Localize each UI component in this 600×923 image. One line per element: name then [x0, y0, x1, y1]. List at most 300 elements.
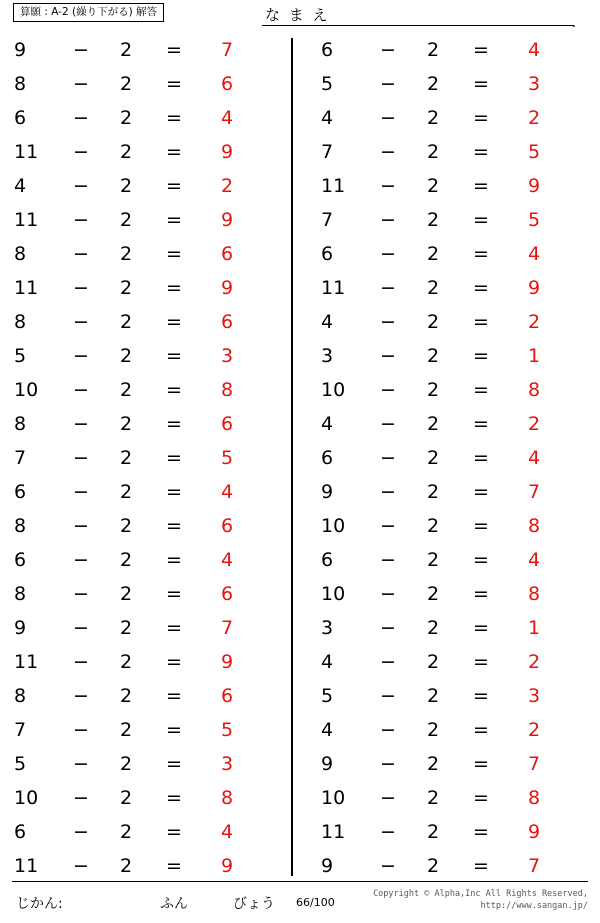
answer-value: 8 — [527, 515, 541, 537]
answer-value: 6 — [220, 73, 234, 95]
operand-first: 9 — [321, 753, 334, 775]
operand-first: 8 — [14, 73, 27, 95]
operand-first: 11 — [321, 175, 346, 197]
operand-second: 2 — [426, 583, 440, 605]
operand-first: 5 — [321, 685, 334, 707]
answer-value: 2 — [527, 311, 541, 333]
equals-icon: = — [166, 481, 182, 503]
minus-icon: − — [73, 243, 89, 265]
answer-value: 9 — [220, 209, 234, 231]
minus-icon: − — [380, 719, 396, 741]
answer-value: 4 — [527, 243, 541, 265]
minus-icon: − — [73, 617, 89, 639]
problem-row — [315, 305, 600, 339]
minus-icon: − — [73, 821, 89, 843]
answer-value: 7 — [527, 481, 541, 503]
operand-first: 6 — [321, 447, 334, 469]
problem-row — [8, 339, 293, 373]
minus-icon: − — [380, 107, 396, 129]
minus-icon: − — [380, 617, 396, 639]
minus-icon: − — [380, 855, 396, 877]
equals-icon: = — [166, 821, 182, 843]
equals-icon: = — [473, 39, 489, 61]
operand-first: 11 — [14, 209, 39, 231]
problem-row — [8, 67, 293, 101]
answer-value: 7 — [220, 39, 234, 61]
answer-value: 4 — [220, 107, 234, 129]
answer-value: 4 — [220, 549, 234, 571]
answer-value: 7 — [527, 753, 541, 775]
operand-first: 6 — [14, 481, 27, 503]
operand-first: 6 — [321, 243, 334, 265]
minus-icon: − — [380, 821, 396, 843]
minus-icon: − — [73, 787, 89, 809]
problem-row — [315, 713, 600, 747]
operand-second: 2 — [426, 549, 440, 571]
operand-first: 4 — [321, 107, 334, 129]
problem-row — [8, 543, 293, 577]
equals-icon: = — [166, 311, 182, 333]
answer-value: 3 — [220, 345, 234, 367]
equals-icon: = — [166, 413, 182, 435]
equals-icon: = — [473, 141, 489, 163]
problem-row — [315, 101, 600, 135]
equals-icon: = — [166, 277, 182, 299]
problem-column-right — [293, 33, 600, 877]
answer-value: 3 — [527, 73, 541, 95]
answer-value: 4 — [220, 481, 234, 503]
minus-icon: − — [380, 141, 396, 163]
minus-icon: − — [73, 753, 89, 775]
operand-first: 3 — [321, 617, 334, 639]
operand-second: 2 — [119, 447, 133, 469]
column-divider — [291, 38, 293, 876]
equals-icon: = — [166, 685, 182, 707]
operand-first: 5 — [14, 753, 27, 775]
equals-icon: = — [473, 549, 489, 571]
name-period-mark: . — [572, 14, 576, 30]
name-label: な ま え — [265, 6, 330, 24]
operand-second: 2 — [426, 447, 440, 469]
operand-second: 2 — [426, 617, 440, 639]
problem-row — [315, 67, 600, 101]
operand-first: 10 — [14, 787, 39, 809]
answer-value: 6 — [220, 243, 234, 265]
minus-icon: − — [380, 311, 396, 333]
problem-row — [315, 271, 600, 305]
minus-icon: − — [73, 73, 89, 95]
operand-first: 5 — [14, 345, 27, 367]
operand-first: 9 — [321, 481, 334, 503]
problem-row — [315, 237, 600, 271]
operand-second: 2 — [119, 685, 133, 707]
operand-second: 2 — [119, 311, 133, 333]
problem-row — [8, 781, 293, 815]
minus-icon: − — [380, 787, 396, 809]
problem-row — [315, 781, 600, 815]
minus-icon: − — [380, 481, 396, 503]
minus-icon: − — [380, 73, 396, 95]
operand-second: 2 — [119, 719, 133, 741]
operand-first: 4 — [321, 311, 334, 333]
equals-icon: = — [166, 753, 182, 775]
operand-second: 2 — [426, 515, 440, 537]
worksheet-header — [0, 0, 600, 30]
operand-second: 2 — [426, 209, 440, 231]
equals-icon: = — [166, 141, 182, 163]
operand-first: 9 — [14, 39, 27, 61]
minus-icon: − — [73, 447, 89, 469]
operand-second: 2 — [119, 787, 133, 809]
equals-icon: = — [473, 617, 489, 639]
operand-second: 2 — [119, 175, 133, 197]
minus-icon: − — [73, 855, 89, 877]
operand-second: 2 — [426, 175, 440, 197]
equals-icon: = — [473, 821, 489, 843]
answer-value: 6 — [220, 311, 234, 333]
problem-row — [315, 509, 600, 543]
minus-icon: − — [73, 107, 89, 129]
minus-icon: − — [73, 277, 89, 299]
answer-value: 7 — [527, 855, 541, 877]
operand-second: 2 — [119, 107, 133, 129]
equals-icon: = — [166, 855, 182, 877]
operand-first: 11 — [321, 277, 346, 299]
answer-value: 7 — [220, 617, 234, 639]
equals-icon: = — [473, 311, 489, 333]
answer-value: 6 — [220, 515, 234, 537]
operand-first: 7 — [321, 141, 334, 163]
equals-icon: = — [166, 39, 182, 61]
equals-icon: = — [473, 379, 489, 401]
operand-first: 10 — [321, 583, 346, 605]
minus-icon: − — [73, 175, 89, 197]
problem-row — [315, 849, 600, 883]
answer-value: 9 — [527, 277, 541, 299]
problem-row — [8, 611, 293, 645]
operand-first: 8 — [14, 243, 27, 265]
minus-icon: − — [380, 277, 396, 299]
answer-value: 4 — [527, 39, 541, 61]
operand-second: 2 — [119, 39, 133, 61]
problem-row — [315, 475, 600, 509]
operand-first: 11 — [14, 277, 39, 299]
minus-icon: − — [73, 515, 89, 537]
equals-icon: = — [166, 549, 182, 571]
minus-icon: − — [380, 345, 396, 367]
operand-first: 10 — [14, 379, 39, 401]
operand-second: 2 — [426, 73, 440, 95]
answer-value: 1 — [527, 617, 541, 639]
operand-second: 2 — [426, 821, 440, 843]
operand-second: 2 — [119, 515, 133, 537]
operand-first: 10 — [321, 787, 346, 809]
problem-columns — [0, 33, 600, 877]
operand-first: 10 — [321, 379, 346, 401]
equals-icon: = — [166, 617, 182, 639]
operand-second: 2 — [119, 583, 133, 605]
answer-value: 9 — [220, 141, 234, 163]
operand-second: 2 — [426, 345, 440, 367]
equals-icon: = — [473, 787, 489, 809]
answer-value: 9 — [527, 175, 541, 197]
problem-row — [8, 441, 293, 475]
answer-value: 5 — [220, 447, 234, 469]
problem-column-left — [0, 33, 293, 877]
minus-icon: − — [73, 141, 89, 163]
operand-first: 7 — [14, 447, 27, 469]
copyright-line-2: http://www.sangan.jp/ — [480, 901, 588, 911]
time-label: じかん: — [16, 896, 63, 912]
operand-first: 6 — [14, 107, 27, 129]
equals-icon: = — [473, 73, 489, 95]
operand-first: 11 — [14, 141, 39, 163]
minus-icon: − — [380, 413, 396, 435]
equals-icon: = — [473, 753, 489, 775]
minus-icon: − — [380, 175, 396, 197]
operand-first: 3 — [321, 345, 334, 367]
operand-first: 4 — [321, 719, 334, 741]
operand-second: 2 — [426, 685, 440, 707]
operand-first: 6 — [321, 39, 334, 61]
minus-icon: − — [380, 39, 396, 61]
problem-row — [8, 713, 293, 747]
copyright-notice — [373, 888, 588, 912]
answer-value: 3 — [220, 753, 234, 775]
worksheet-title: 算願 : A-2 (繰り下がる) 解答 — [13, 3, 164, 22]
operand-second: 2 — [426, 719, 440, 741]
equals-icon: = — [473, 107, 489, 129]
operand-second: 2 — [119, 855, 133, 877]
minus-icon: − — [380, 209, 396, 231]
equals-icon: = — [473, 175, 489, 197]
minus-icon: − — [73, 549, 89, 571]
copyright-line-1: Copyright © Alpha,Inc All Rights Reserved, — [373, 889, 588, 899]
problem-row — [8, 203, 293, 237]
operand-second: 2 — [426, 107, 440, 129]
minus-icon: − — [73, 379, 89, 401]
equals-icon: = — [166, 107, 182, 129]
problem-row — [315, 373, 600, 407]
operand-second: 2 — [426, 651, 440, 673]
problem-row — [8, 135, 293, 169]
minus-icon: − — [73, 651, 89, 673]
seconds-label: びょう — [233, 896, 275, 912]
operand-first: 11 — [14, 651, 39, 673]
problem-row — [8, 747, 293, 781]
answer-value: 8 — [527, 583, 541, 605]
operand-second: 2 — [426, 141, 440, 163]
operand-second: 2 — [119, 345, 133, 367]
minus-icon: − — [73, 311, 89, 333]
operand-first: 8 — [14, 685, 27, 707]
equals-icon: = — [166, 73, 182, 95]
problem-row — [315, 815, 600, 849]
answer-value: 9 — [220, 855, 234, 877]
answer-value: 8 — [220, 787, 234, 809]
operand-second: 2 — [426, 413, 440, 435]
equals-icon: = — [166, 447, 182, 469]
equals-icon: = — [473, 583, 489, 605]
minus-icon: − — [73, 209, 89, 231]
minus-icon: − — [380, 243, 396, 265]
equals-icon: = — [473, 345, 489, 367]
equals-icon: = — [473, 447, 489, 469]
equals-icon: = — [166, 379, 182, 401]
answer-value: 9 — [527, 821, 541, 843]
equals-icon: = — [473, 481, 489, 503]
operand-second: 2 — [426, 753, 440, 775]
operand-second: 2 — [119, 753, 133, 775]
operand-first: 8 — [14, 311, 27, 333]
answer-value: 4 — [527, 447, 541, 469]
minus-icon: − — [73, 583, 89, 605]
operand-second: 2 — [119, 821, 133, 843]
answer-value: 6 — [220, 413, 234, 435]
operand-first: 8 — [14, 515, 27, 537]
operand-first: 6 — [321, 549, 334, 571]
answer-value: 9 — [220, 277, 234, 299]
answer-value: 5 — [527, 209, 541, 231]
equals-icon: = — [166, 719, 182, 741]
operand-first: 4 — [321, 413, 334, 435]
problem-row — [8, 815, 293, 849]
problem-row — [315, 747, 600, 781]
minus-icon: − — [73, 481, 89, 503]
answer-value: 6 — [220, 685, 234, 707]
equals-icon: = — [166, 209, 182, 231]
minus-icon: − — [73, 39, 89, 61]
answer-value: 1 — [527, 345, 541, 367]
problem-row — [315, 407, 600, 441]
minus-icon: − — [380, 753, 396, 775]
equals-icon: = — [473, 243, 489, 265]
operand-first: 9 — [321, 855, 334, 877]
problem-row — [8, 33, 293, 67]
answer-value: 2 — [527, 719, 541, 741]
answer-value: 4 — [527, 549, 541, 571]
equals-icon: = — [473, 719, 489, 741]
problem-row — [315, 611, 600, 645]
equals-icon: = — [473, 651, 489, 673]
operand-second: 2 — [426, 277, 440, 299]
operand-first: 9 — [14, 617, 27, 639]
operand-second: 2 — [426, 379, 440, 401]
problem-row — [315, 169, 600, 203]
equals-icon: = — [166, 243, 182, 265]
problem-row — [315, 679, 600, 713]
minus-icon: − — [73, 413, 89, 435]
footer-rule — [12, 881, 588, 882]
problem-row — [8, 305, 293, 339]
equals-icon: = — [166, 175, 182, 197]
operand-second: 2 — [119, 651, 133, 673]
operand-first: 8 — [14, 583, 27, 605]
operand-second: 2 — [119, 617, 133, 639]
operand-first: 4 — [14, 175, 27, 197]
problem-row — [8, 237, 293, 271]
minus-icon: − — [73, 345, 89, 367]
operand-first: 8 — [14, 413, 27, 435]
problem-row — [8, 373, 293, 407]
answer-value: 4 — [220, 821, 234, 843]
problem-row — [8, 101, 293, 135]
answer-value: 2 — [220, 175, 234, 197]
equals-icon: = — [166, 345, 182, 367]
operand-second: 2 — [426, 855, 440, 877]
operand-first: 11 — [14, 855, 39, 877]
equals-icon: = — [473, 855, 489, 877]
problem-row — [315, 577, 600, 611]
equals-icon: = — [473, 515, 489, 537]
problem-row — [8, 407, 293, 441]
operand-second: 2 — [119, 277, 133, 299]
minus-icon: − — [380, 447, 396, 469]
answer-value: 2 — [527, 413, 541, 435]
equals-icon: = — [473, 685, 489, 707]
operand-second: 2 — [426, 311, 440, 333]
equals-icon: = — [166, 787, 182, 809]
operand-first: 6 — [14, 549, 27, 571]
problem-row — [8, 475, 293, 509]
operand-first: 7 — [14, 719, 27, 741]
operand-first: 4 — [321, 651, 334, 673]
answer-value: 5 — [527, 141, 541, 163]
equals-icon: = — [473, 277, 489, 299]
equals-icon: = — [166, 651, 182, 673]
equals-icon: = — [166, 583, 182, 605]
minus-icon: − — [380, 515, 396, 537]
problem-row — [8, 679, 293, 713]
answer-value: 5 — [220, 719, 234, 741]
problem-row — [315, 135, 600, 169]
operand-second: 2 — [119, 379, 133, 401]
problem-row — [315, 33, 600, 67]
operand-first: 10 — [321, 515, 346, 537]
minus-icon: − — [380, 549, 396, 571]
operand-first: 11 — [321, 821, 346, 843]
operand-second: 2 — [119, 243, 133, 265]
answer-value: 9 — [220, 651, 234, 673]
answer-value: 2 — [527, 107, 541, 129]
minus-icon: − — [380, 379, 396, 401]
problem-row — [8, 169, 293, 203]
problem-row — [8, 577, 293, 611]
worksheet-footer — [0, 881, 600, 923]
answer-value: 8 — [220, 379, 234, 401]
problem-row — [315, 339, 600, 373]
operand-second: 2 — [426, 243, 440, 265]
operand-first: 6 — [14, 821, 27, 843]
operand-second: 2 — [119, 141, 133, 163]
problem-row — [315, 441, 600, 475]
answer-value: 6 — [220, 583, 234, 605]
minutes-label: ふん — [160, 896, 188, 912]
minus-icon: − — [73, 719, 89, 741]
minus-icon: − — [380, 685, 396, 707]
minus-icon: − — [73, 685, 89, 707]
page-number: 66/100 — [296, 896, 335, 909]
problem-row — [315, 543, 600, 577]
operand-second: 2 — [426, 39, 440, 61]
operand-first: 7 — [321, 209, 334, 231]
operand-second: 2 — [426, 787, 440, 809]
operand-second: 2 — [119, 413, 133, 435]
problem-row — [8, 271, 293, 305]
operand-second: 2 — [119, 73, 133, 95]
name-write-line — [262, 25, 574, 26]
answer-value: 3 — [527, 685, 541, 707]
